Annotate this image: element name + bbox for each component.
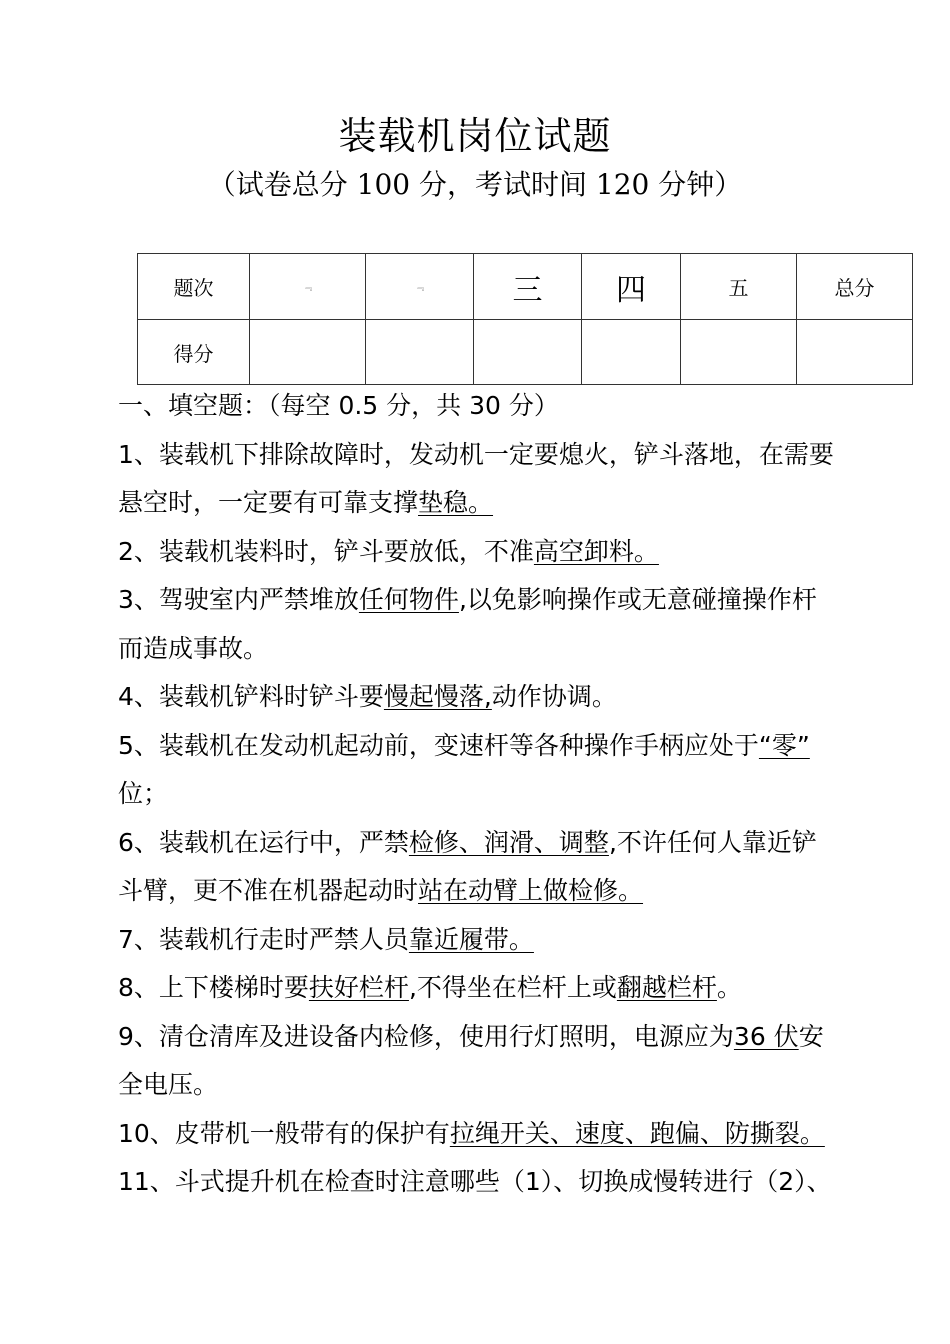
question-6-line-1 (118, 819, 940, 868)
score-cell-4[interactable] (582, 320, 681, 385)
score-table-header-row (138, 254, 913, 320)
score-cell-total[interactable] (797, 320, 913, 385)
question-list (118, 382, 940, 1207)
question-text: 5、装载机在发动机起动前，变速杆等各种操作手柄应处于 (118, 730, 759, 760)
question-4 (118, 673, 940, 722)
score-cell-2[interactable] (366, 320, 474, 385)
question-text: 动作协调。 (491, 682, 617, 711)
exam-subtitle: （试卷总分 100 分，考试时间 120 分钟） (207, 168, 743, 201)
score-table-score-row (138, 320, 913, 385)
question-text: 9、清仓清库及进设备内检修，使用行灯照明，电源应为 (118, 1021, 734, 1051)
answer-blank: 靠近履带。 (408, 924, 534, 954)
question-3-line-2: 而造成事故。 (118, 633, 269, 663)
question-10 (118, 1110, 940, 1159)
question-5-line-2: 位； (118, 779, 169, 808)
question-2 (118, 528, 940, 577)
question-text: 斗臂，更不准在机器起动时 (118, 876, 419, 905)
question-text: 8、上下楼梯时要 (118, 973, 309, 1002)
question-text: 3、驾驶室内严禁堆放 (118, 585, 359, 614)
answer-blank: 慢起慢落, (383, 682, 492, 711)
answer-blank: 垫稳。 (418, 488, 494, 517)
question-8 (118, 964, 940, 1013)
header-cell-part-4: 四 (582, 254, 681, 320)
question-text: 6、装载机在运行中，严禁 (118, 827, 409, 857)
answer-blank: “零” (758, 730, 810, 760)
answer-blank: 36 伏 (733, 1021, 799, 1051)
score-cell-label: 得分 (138, 320, 250, 385)
question-9-line-1 (118, 1013, 940, 1062)
question-text: 2、装载机装料时，铲斗要放低，不准 (118, 536, 534, 566)
question-text: 7、装载机行走时严禁人员 (118, 924, 409, 954)
question-text: 10、皮带机一般带有的保护有 (118, 1118, 450, 1148)
question-text: 悬空时，一定要有可靠支撑 (118, 488, 419, 517)
question-text: 。 (716, 973, 742, 1002)
score-cell-1[interactable] (250, 320, 366, 385)
score-cell-3[interactable] (474, 320, 582, 385)
question-3-line-1 (118, 576, 940, 625)
answer-blank: 扶好栏杆 (308, 973, 409, 1002)
header-cell-part-3: 三 (474, 254, 582, 320)
answer-blank: 检修、润滑、调整 (408, 827, 609, 857)
question-1-line-1: 1、装载机下排除故障时，发动机一定要熄火，铲斗落地，在需要 (118, 439, 834, 469)
question-text: ,以免影响操作或无意碰撞操作杆 (458, 585, 817, 614)
question-7 (118, 916, 940, 965)
answer-blank: 任何物件 (358, 585, 459, 614)
question-text: 安 (798, 1021, 824, 1051)
answer-blank: 高空卸料。 (533, 536, 659, 566)
answer-blank: 翻越栏杆 (616, 973, 717, 1002)
header-cell-total: 总分 (797, 254, 913, 320)
answer-blank: 站在动臂上做检修。 (418, 876, 644, 905)
question-text: 4、装载机铲料时铲斗要 (118, 682, 384, 711)
question-5-line-1 (118, 722, 940, 771)
question-9-line-2: 全电压。 (118, 1070, 219, 1099)
header-cell-item: 题次 (138, 254, 250, 320)
question-text: ,不许任何人靠近铲 (608, 827, 817, 857)
question-text: ,不得坐在栏杆上或 (408, 973, 617, 1002)
section-heading: 一、填空题：（每空 0.5 分，共 30 分） (118, 391, 559, 420)
score-cell-5[interactable] (681, 320, 797, 385)
answer-blank: 拉绳开关、速度、跑偏、防撕裂。 (449, 1118, 825, 1148)
exam-title: 装载机岗位试题 (338, 114, 612, 158)
header-cell-part-5: 五 (681, 254, 797, 320)
question-11: 11、斗式提升机在检查时注意哪些（1）、切换成慢转进行（2）、 (118, 1167, 832, 1196)
header-cell-part-2: ﹃ (366, 254, 474, 320)
header-cell-part-1: ﹃ (250, 254, 366, 320)
question-1-line-2 (118, 479, 940, 528)
score-table (137, 253, 913, 385)
question-6-line-2 (118, 867, 940, 916)
